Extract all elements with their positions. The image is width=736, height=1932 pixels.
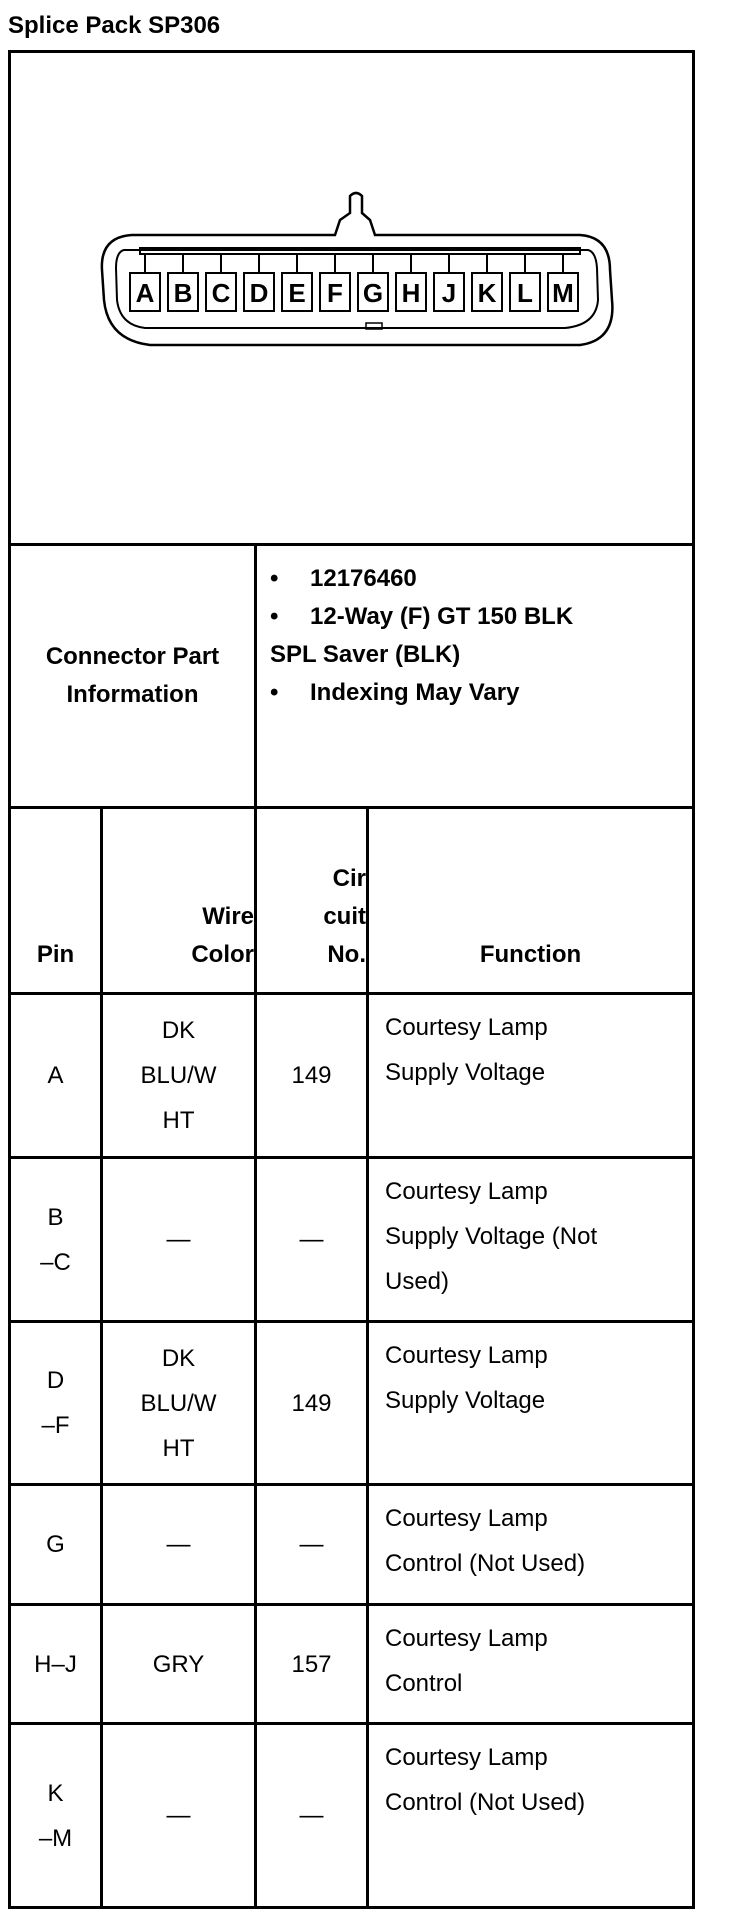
cell-line: Courtesy Lamp bbox=[385, 1744, 548, 1771]
cell-line: Supply Voltage (Not bbox=[385, 1223, 598, 1250]
cell-line: — bbox=[299, 1802, 324, 1829]
table-cell-circuit bbox=[257, 1486, 366, 1603]
table-cell-function bbox=[369, 1159, 692, 1320]
cell-line: Used) bbox=[385, 1268, 450, 1295]
cell-line: Courtesy Lamp bbox=[385, 1014, 548, 1041]
part-info-bullet: • 12-Way (F) GT 150 BLK bbox=[270, 603, 574, 630]
cell-line: — bbox=[166, 1226, 191, 1253]
part-info-label-line2: Information bbox=[66, 681, 199, 708]
cell-line: Control (Not Used) bbox=[385, 1550, 586, 1577]
table-cell-wire bbox=[103, 1486, 254, 1603]
header-function: Function bbox=[479, 941, 582, 968]
cell-line: 149 bbox=[291, 1062, 332, 1089]
connector-pin-label: E bbox=[288, 278, 306, 308]
cell-line: DK bbox=[161, 1017, 196, 1044]
header-pin: Pin bbox=[36, 941, 75, 968]
table-cell-function bbox=[369, 1606, 692, 1722]
cell-line: H–J bbox=[34, 1650, 77, 1678]
connector-pin-label: C bbox=[211, 278, 231, 308]
table-cell-pin bbox=[11, 1725, 100, 1906]
table-cell-circuit bbox=[257, 1606, 366, 1722]
part-info-bullets bbox=[270, 560, 690, 712]
table-cell-function bbox=[369, 1725, 692, 1906]
header-wire-color: Wire Color bbox=[191, 903, 254, 968]
table-cell-wire bbox=[103, 1159, 254, 1320]
part-info-bullet: • 12176460 bbox=[270, 565, 417, 592]
cell-line: B bbox=[47, 1203, 64, 1231]
cell-line: –C bbox=[40, 1248, 71, 1276]
cell-line: BLU/W bbox=[140, 1389, 217, 1417]
header-circuit: Cir cuit No. bbox=[323, 865, 366, 968]
cell-line: HT bbox=[162, 1434, 195, 1462]
table-cell-pin bbox=[11, 1323, 100, 1483]
part-info-label bbox=[11, 546, 254, 806]
connector-pin-label: H bbox=[401, 278, 421, 308]
table-cell-function bbox=[369, 1486, 692, 1603]
connector-pin-label: M bbox=[552, 278, 574, 308]
cell-line: 149 bbox=[291, 1389, 332, 1417]
table-cell-circuit bbox=[257, 1159, 366, 1320]
cell-line: Courtesy Lamp bbox=[385, 1178, 548, 1205]
connector-pin-label: F bbox=[327, 278, 343, 308]
part-info-bullet: • Indexing May Vary bbox=[270, 679, 520, 706]
connector-pin-label: G bbox=[362, 278, 384, 308]
connector-pin-label: B bbox=[173, 278, 193, 308]
cell-line: Courtesy Lamp bbox=[385, 1342, 548, 1369]
cell-line: — bbox=[166, 1802, 191, 1829]
table-cell-circuit bbox=[257, 1725, 366, 1906]
table-cell-wire bbox=[103, 1725, 254, 1906]
connector-pin-label: K bbox=[477, 278, 497, 308]
page-title: Splice Pack SP306 bbox=[8, 12, 221, 39]
table-cell-wire bbox=[103, 1323, 254, 1483]
table-cell-circuit bbox=[257, 1323, 366, 1483]
cell-line: D bbox=[46, 1367, 65, 1394]
table-cell-pin bbox=[11, 1159, 100, 1320]
connector-pin-label: L bbox=[517, 278, 533, 308]
table-cell-pin bbox=[11, 1606, 100, 1722]
cell-line: Control bbox=[385, 1670, 463, 1697]
cell-line: — bbox=[166, 1531, 191, 1558]
table-cell-circuit bbox=[257, 995, 366, 1156]
table-cell-function bbox=[369, 1323, 692, 1483]
table-cell-pin bbox=[11, 995, 100, 1156]
connector-pin-label: D bbox=[249, 278, 269, 308]
part-info-bullet: SPL Saver (BLK) bbox=[270, 641, 461, 668]
cell-line: Courtesy Lamp bbox=[385, 1625, 548, 1652]
cell-line: — bbox=[299, 1226, 324, 1253]
cell-line: –M bbox=[38, 1824, 73, 1852]
table-cell-function bbox=[369, 995, 692, 1156]
cell-line: Supply Voltage bbox=[385, 1059, 546, 1086]
cell-line: BLU/W bbox=[140, 1062, 217, 1089]
cell-line: Courtesy Lamp bbox=[385, 1505, 548, 1532]
cell-line: Control (Not Used) bbox=[385, 1789, 586, 1816]
connector-diagram bbox=[0, 0, 736, 545]
cell-line: A bbox=[47, 1062, 64, 1089]
connector-pin-label: A bbox=[135, 278, 155, 308]
cell-line: HT bbox=[162, 1107, 195, 1134]
table-cell-pin bbox=[11, 1486, 100, 1603]
cell-line: G bbox=[46, 1531, 65, 1558]
cell-line: K bbox=[47, 1779, 64, 1807]
connector-pin-label: J bbox=[441, 278, 457, 308]
cell-line: Supply Voltage bbox=[385, 1387, 546, 1414]
cell-line: DK bbox=[161, 1344, 196, 1372]
cell-line: –F bbox=[41, 1412, 70, 1439]
part-info-label-line1: Connector Part bbox=[45, 643, 220, 670]
table-cell-wire bbox=[103, 995, 254, 1156]
cell-line: GRY bbox=[152, 1650, 205, 1678]
cell-line: — bbox=[299, 1531, 324, 1558]
table-cell-wire bbox=[103, 1606, 254, 1722]
cell-line: 157 bbox=[291, 1650, 332, 1678]
